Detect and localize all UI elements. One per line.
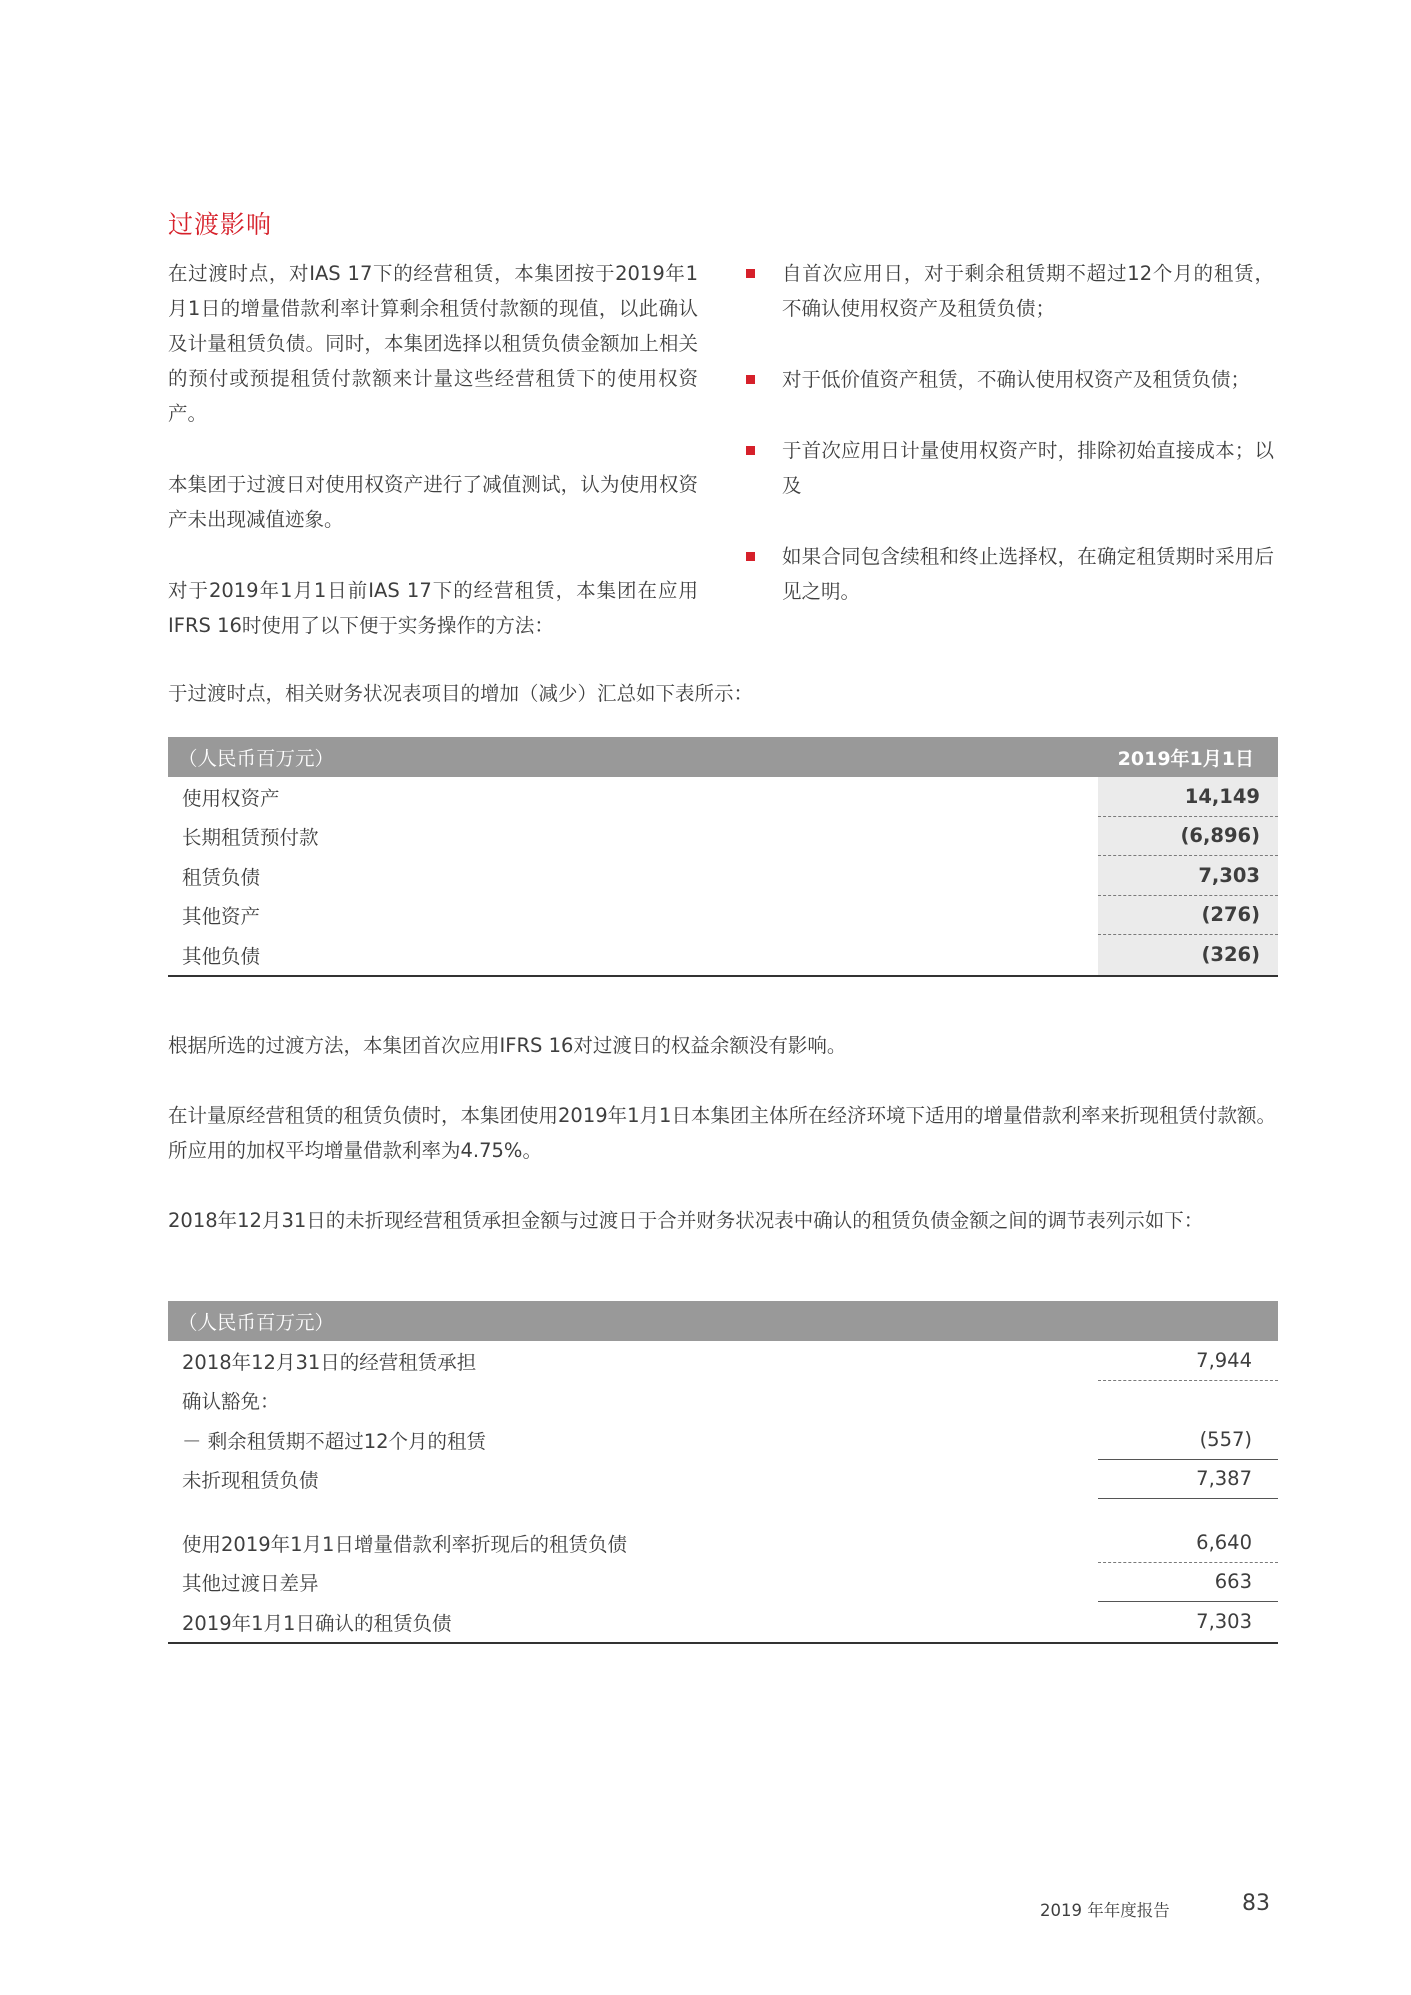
table-row: [168, 856, 1278, 896]
table-row: [168, 1381, 1278, 1421]
section-title: 过渡影响: [168, 210, 273, 239]
row-value: 7,303: [1098, 856, 1278, 896]
row-label: 使用权资产: [182, 786, 280, 810]
bullet-text: 如果合同包含续租和终止选择权，在确定租赁期时采用后见之明。: [782, 545, 1274, 603]
table1-intro: 于过渡时点，相关财务状况表项目的增加（减少）汇总如下表所示：: [168, 682, 754, 705]
transition-impact-table: [168, 737, 1278, 977]
row-value: 7,303: [1196, 1610, 1252, 1634]
row-value: (326): [1098, 935, 1278, 975]
discount-rate-paragraph: 在计量原经营租赁的租赁负债时，本集团使用2019年1月1日本集团主体所在经济环境下适用的增量借款利率来折现租赁付款额。所应用的加权平均增量借款利率为4.75%。: [168, 1104, 1276, 1162]
row-value: 14,149: [1098, 777, 1278, 817]
left-column: [168, 256, 698, 679]
bullet-item: [744, 433, 1274, 503]
table-row: [168, 1602, 1278, 1642]
paragraph-practical-expedients: 对于2019年1月1日前IAS 17下的经营租赁，本集团在应用IFRS 16时使用了以下便于实务操作的方法：: [168, 579, 698, 637]
bullet-square-icon: [746, 375, 755, 384]
row-label: 其他负债: [182, 944, 261, 968]
bullet-square-icon: [746, 446, 755, 455]
row-label: 2019年1月1日确认的租赁负债: [182, 1611, 452, 1635]
row-value: 663: [1098, 1563, 1278, 1603]
bullet-item: [744, 256, 1274, 326]
bullet-text: 自首次应用日，对于剩余租赁期不超过12个月的租赁，不确认使用权资产及租赁负债；: [782, 262, 1274, 320]
lease-reconciliation-table: [168, 1301, 1278, 1644]
bullet-square-icon: [746, 269, 755, 278]
paragraph-transition-measurement: 在过渡时点，对IAS 17下的经营租赁，本集团按于2019年1月1日的增量借款利率计算剩余租赁付款额的现值，以此确认及计量租赁负债。同时，本集团选择以租赁负债金额加上相关的预付或预提租赁付款额来计量这些经营租赁下的使用权资产。: [168, 262, 698, 425]
table-unit: （人民币百万元）: [178, 747, 335, 770]
table-row: [168, 817, 1278, 857]
row-label: 确认豁免：: [182, 1390, 280, 1414]
row-label: － 剩余租赁期不超过12个月的租赁: [182, 1429, 487, 1453]
bullet-text: 于首次应用日计量使用权资产时，排除初始直接成本；以及: [782, 439, 1274, 497]
row-spacer: [168, 1499, 1278, 1523]
equity-impact-paragraph: 根据所选的过渡方法，本集团首次应用IFRS 16对过渡日的权益余额没有影响。: [168, 1034, 847, 1057]
bullet-text: 对于低价值资产租赁，不确认使用权资产及租赁负债；: [782, 368, 1251, 391]
table-row: [168, 1563, 1278, 1603]
row-label: 租赁负债: [182, 865, 261, 889]
right-column-bullets: [744, 256, 1274, 645]
table-column-header: 2019年1月1日: [1117, 747, 1254, 770]
table-row: [168, 1420, 1278, 1460]
bullet-item: [744, 362, 1274, 397]
row-label: 其他过渡日差异: [182, 1572, 319, 1596]
footer-report-title: 2019 年年度报告: [1040, 1901, 1170, 1920]
table-row: [168, 935, 1278, 975]
table-header: [168, 1301, 1278, 1341]
row-value: (557): [1098, 1420, 1278, 1460]
table-row: [168, 1341, 1278, 1381]
table-row: [168, 896, 1278, 936]
row-label: 使用2019年1月1日增量借款利率折现后的租赁负债: [182, 1532, 627, 1556]
table-bottom-rule: [168, 1642, 1278, 1644]
bullet-square-icon: [746, 552, 755, 561]
row-value: (276): [1098, 896, 1278, 936]
paragraph-impairment-test: 本集团于过渡日对使用权资产进行了减值测试，认为使用权资产未出现减值迹象。: [168, 473, 698, 531]
row-value: 6,640: [1098, 1523, 1278, 1563]
table-header: [168, 737, 1278, 777]
row-value: 7,387: [1098, 1460, 1278, 1500]
footer-page-number: 83: [1242, 1891, 1270, 1916]
table-row: [168, 777, 1278, 817]
reconciliation-intro-paragraph: 2018年12月31日的未折现经营租赁承担金额与过渡日于合并财务状况表中确认的租赁负债金额之间的调节表列示如下：: [168, 1209, 1204, 1232]
row-label: 2018年12月31日的经营租赁承担: [182, 1350, 477, 1374]
bullet-item: [744, 539, 1274, 609]
table-row: [168, 1460, 1278, 1500]
row-label: 未折现租赁负债: [182, 1469, 319, 1493]
row-value: (6,896): [1098, 817, 1278, 857]
table-row: [168, 1523, 1278, 1563]
table-unit: （人民币百万元）: [178, 1311, 335, 1334]
row-value: 7,944: [1098, 1341, 1278, 1381]
row-label: 其他资产: [182, 905, 261, 929]
row-value: [1098, 1381, 1278, 1421]
row-label: 长期租赁预付款: [182, 826, 319, 850]
table-bottom-rule: [168, 975, 1278, 977]
